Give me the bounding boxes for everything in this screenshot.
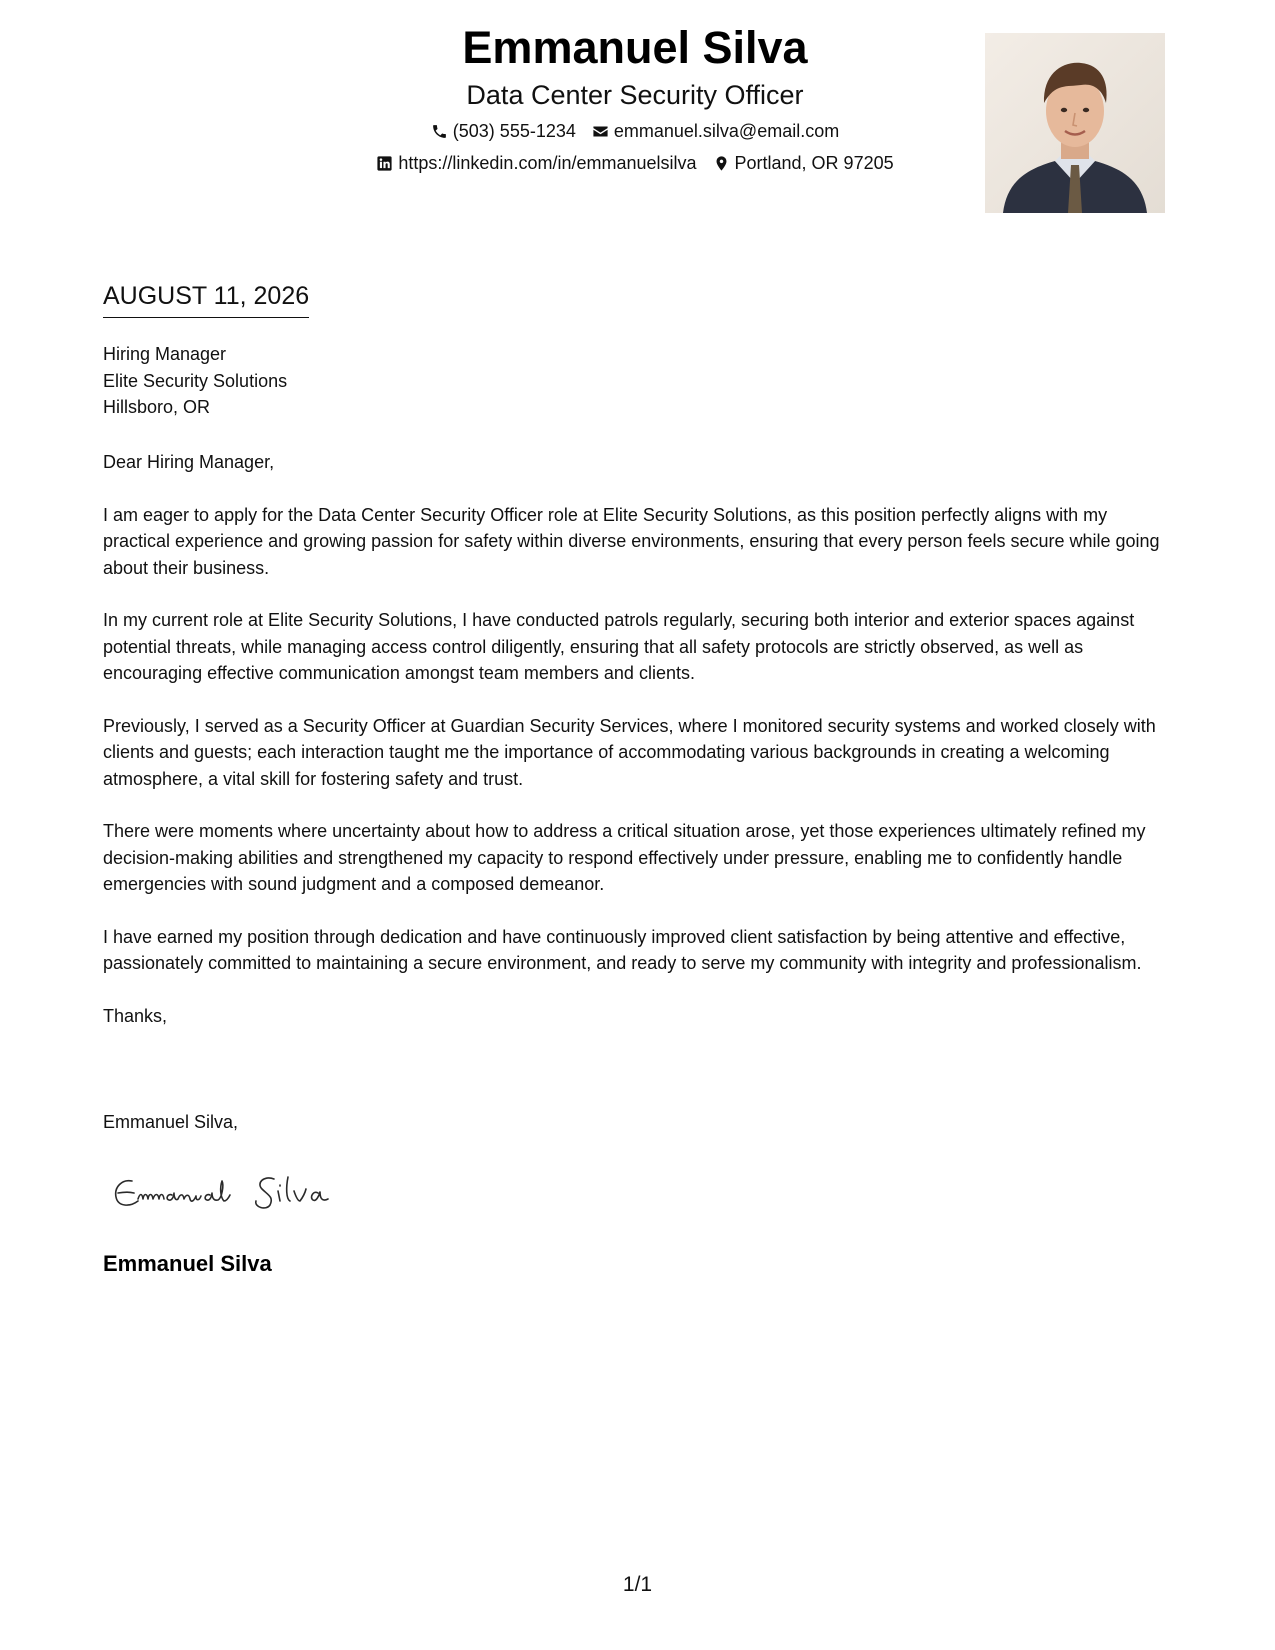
letter-date: AUGUST 11, 2026 — [103, 281, 309, 318]
salutation: Dear Hiring Manager, — [103, 452, 275, 472]
body-paragraph: In my current role at Elite Security Solutions, I have conducted patrols regularly, securing both interior and exterior spaces against potential threats, while managing access control diligently, ensuring that all safety protocols are strictly observed, as well as encouraging effective communication amongst team members and clients. — [103, 610, 1135, 683]
linkedin-icon — [376, 155, 393, 172]
recipient-line: Hiring Manager — [103, 344, 227, 364]
contact-row-primary — [240, 120, 1030, 142]
contact-row-secondary — [240, 152, 1030, 174]
letter-body — [103, 449, 1173, 1055]
handwritten-signature — [106, 1163, 366, 1223]
location-text: Portland, OR 97205 — [734, 153, 894, 173]
page-number: 1/1 — [622, 1573, 653, 1596]
map-pin-icon — [713, 155, 730, 172]
letter-date-block — [103, 281, 309, 318]
phone-icon — [431, 123, 448, 140]
job-title: Data Center Security Officer — [466, 80, 804, 110]
profile-photo — [985, 33, 1165, 213]
linkedin-contact — [376, 152, 696, 174]
email-contact — [592, 120, 839, 142]
closing: Thanks, — [103, 1005, 168, 1026]
letter-header — [240, 20, 1030, 174]
body-paragraph: There were moments where uncertainty about how to address a critical situation arose, yet those experiences ultimately refined my decision-making abilities and strengthened my capacity to respond effectively under pressure, enabling me to confidently handle emergencies with sound judgment and a composed demeanor. — [103, 821, 1146, 894]
recipient-line: Hillsboro, OR — [103, 397, 211, 417]
linkedin-url[interactable]: https://linkedin.com/in/emmanuelsilva — [398, 153, 697, 173]
location-contact — [713, 152, 894, 174]
printed-name: Emmanuel Silva — [103, 1251, 272, 1276]
recipient-line: Elite Security Solutions — [103, 370, 288, 391]
signoff-name: Emmanuel Silva, — [103, 1112, 239, 1132]
phone-number: (503) 555-1234 — [452, 121, 576, 141]
phone-contact — [431, 120, 576, 142]
recipient-address — [103, 341, 287, 421]
envelope-icon — [592, 123, 609, 140]
applicant-name: Emmanuel Silva — [462, 22, 808, 73]
body-paragraph: I am eager to apply for the Data Center Security Officer role at Elite Security Solutions, as this position perfectly aligns with my practical experience and growing passion for safety within diverse environments, ensuring that every person feels secure while going about their business. — [103, 504, 1160, 578]
email-address[interactable]: emmanuel.silva@email.com — [613, 121, 840, 141]
body-paragraph: I have earned my position through dedication and have continuously improved client satisfaction by being attentive and effective, passionately committed to maintaining a secure environment, and ready to serve my community with integrity and professionalism. — [103, 926, 1142, 973]
body-paragraph: Previously, I served as a Security Officer at Guardian Security Services, where I monitored security systems and worked closely with clients and guests; each interaction taught me the importance of accommodating various backgrounds in creating a welcoming atmosphere, a vital skill for fostering safety and trust. — [103, 715, 1156, 789]
